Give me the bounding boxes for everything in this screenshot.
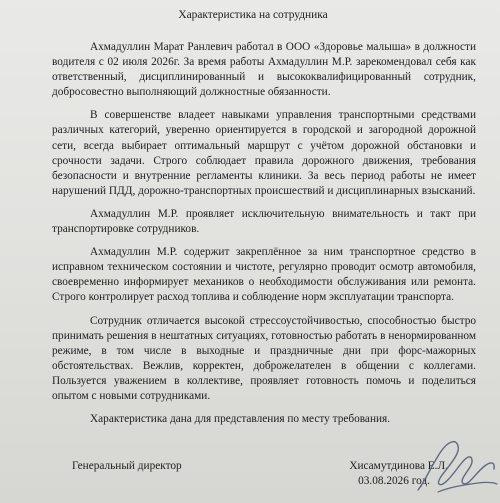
document-date: 03.08.2026 год. (358, 475, 430, 487)
director-title: Генеральный директор (72, 460, 182, 472)
signer-name: Хисамутдинова Е.Л. (349, 460, 448, 472)
handwritten-signature (408, 432, 500, 503)
paragraph-purpose: Характеристика дана для представления по месту требования. (90, 413, 391, 426)
paragraph-attention: Ахмадуллин М.Р. проявляет исключительную внимательность и такт при транспортировке сотрудников. (52, 207, 476, 236)
document-title: Характеристика на сотрудника (178, 9, 328, 21)
paragraph-vehicle-care: Ахмадуллин М.Р. содержит закреплённое за ним транспортное средство в исправном техническом состоянии и чистоте, регулярно проводит осмотр автомобиля, своевременно информирует механиков о необходимости обслуживания или ремонта. Строго контролирует расход топлива и соблюдение норм эксплуатации транспорта. (52, 246, 476, 304)
paragraph-intro: Ахмадуллин Марат Ранлевич работал в ООО «Здоровье малыша» в должности водителя с 02 июля 2026г. За время работы Ахмадуллин М.Р. зарекомендовал себя как ответственный, дисциплинированный и высококвалифицированный сотрудник, добросовестно выполняющий должностные обязанности. (52, 41, 476, 99)
paragraph-personal-qualities: Сотрудник отличается высокой стрессоустойчивостью, способностью быстро принимать решения в нештатных ситуациях, готовностью работать в ненормированном режиме, в том числе в выходные и праздничные дни при форс-мажорных обстоятельствах. Вежлив, корректен, доброжелателен в общении с коллегами. Пользуется уважением в коллективе, проявляет готовность помочь и поделиться опытом с новыми сотрудниками. (52, 314, 476, 402)
paragraph-skills: В совершенстве владеет навыками управления транспортными средствами различных категорий, уверенно ориентируется в городской и загородной дорожной сети, всегда выбирает оптимальный маршрут с учётом дорожной обстановки и срочности задачи. Строго соблюдает правила дорожного движения, требования безопасности и внутренние регламенты клиники. За весь период работы не имеет нарушений ПДД, дорожно-транспортных происшествий и дисциплинарных взысканий. (52, 109, 476, 197)
